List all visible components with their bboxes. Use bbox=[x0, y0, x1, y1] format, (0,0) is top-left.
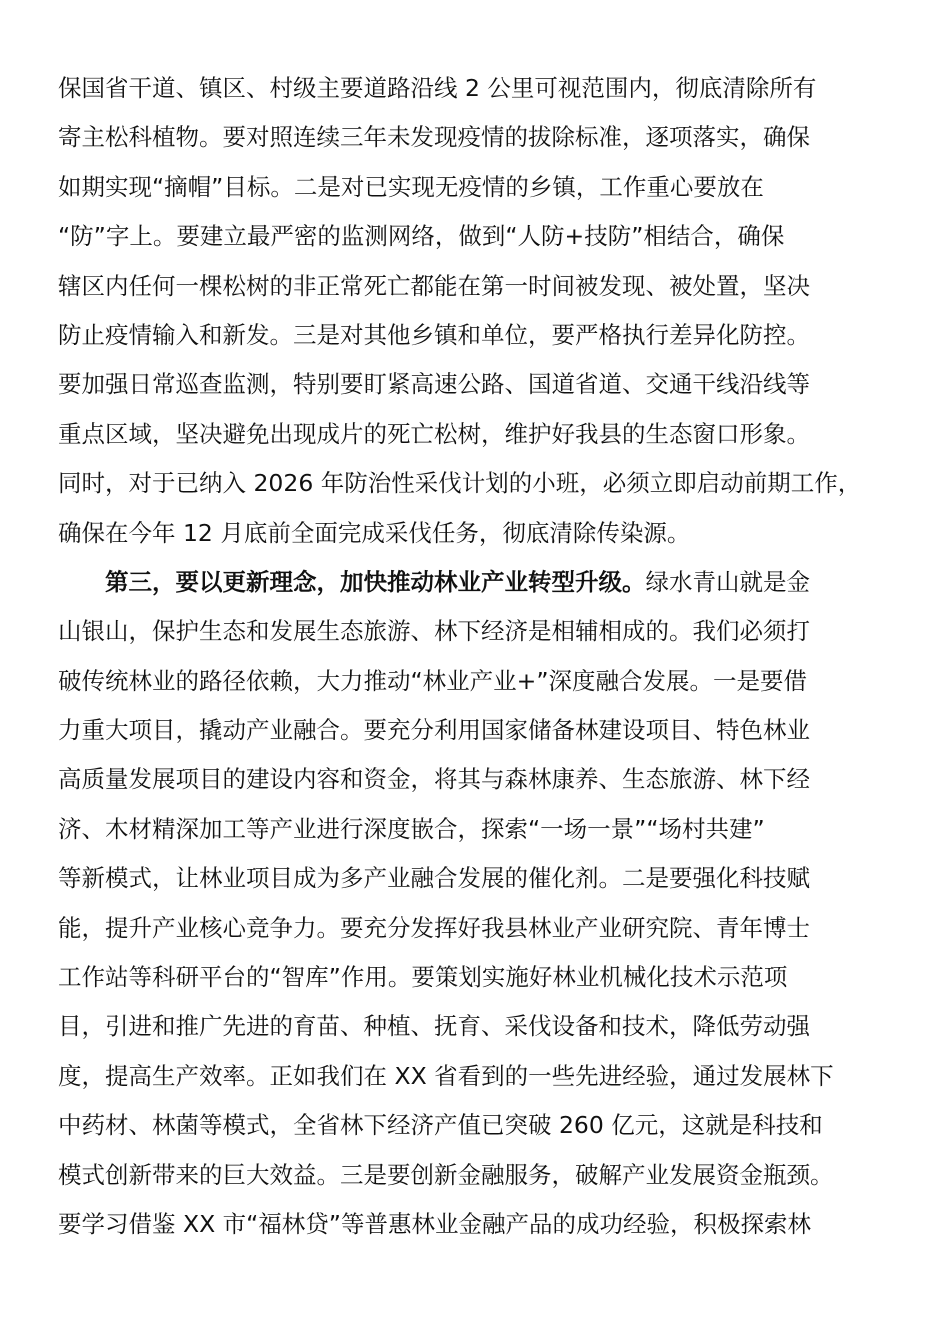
paragraph-1 bbox=[58, 64, 898, 558]
text-line: 保国省干道、镇区、村级主要道路沿线 2 公里可视范围内，彻底清除所有 bbox=[58, 74, 817, 102]
text-line: 同时，对于已纳入 2026 年防治性采伐计划的小班，必须立即启动前期工作， bbox=[58, 469, 862, 498]
text-line: 确保在今年 12 月底前全面完成采伐任务，彻底清除传染源。 bbox=[58, 518, 691, 547]
heading-continuation: 绿水青山就是金 bbox=[645, 567, 810, 596]
text-line: 模式创新带来的巨大效益。三是要创新金融服务，破解产业发展资金瓶颈。 bbox=[58, 1160, 834, 1189]
text-line: 重点区域，坚决避免出现成片的死亡松树，维护好我县的生态窗口形象。 bbox=[58, 419, 810, 448]
text-line: 破传统林业的路径依赖，大力推动“林业产业+”深度融合发展。一是要借 bbox=[58, 666, 808, 695]
text-line: 能，提升产业核心竞争力。要充分发挥好我县林业产业研究院、青年博士 bbox=[58, 913, 810, 942]
text-line: 要学习借鉴 XX 市“福林贷”等普惠林业金融产品的成功经验，积极探索林 bbox=[58, 1209, 811, 1238]
text-line: 济、木材精深加工等产业进行深度嵌合，探索“一场一景”“场村共建” bbox=[58, 814, 765, 843]
paragraph-2-first-line bbox=[58, 558, 898, 607]
text-line: 度，提高生产效率。正如我们在 XX 省看到的一些先进经验，通过发展林下 bbox=[58, 1061, 834, 1090]
text-line: 防止疫情输入和新发。三是对其他乡镇和单位，要严格执行差异化防控。 bbox=[58, 320, 810, 349]
text-line: 如期实现“摘帽”目标。二是对已实现无疫情的乡镇，工作重心要放在 bbox=[58, 172, 764, 201]
text-line: 山银山，保护生态和发展生态旅游、林下经济是相辅相成的。我们必须打 bbox=[58, 617, 810, 646]
text-line: 工作站等科研平台的“智库”作用。要策划实施好林业机械化技术示范项 bbox=[58, 963, 788, 992]
text-line: 高质量发展项目的建设内容和资金，将其与森林康养、生态旅游、林下经 bbox=[58, 765, 810, 794]
text-line: 辖区内任何一棵松树的非正常死亡都能在第一时间被发现、被处置，坚决 bbox=[58, 271, 810, 300]
paragraph-2 bbox=[58, 558, 898, 1249]
text-line: 中药材、林菌等模式，全省林下经济产值已突破 260 亿元，这就是科技和 bbox=[58, 1111, 823, 1140]
text-line: 要加强日常巡查监测，特别要盯紧高速公路、国道省道、交通干线沿线等 bbox=[58, 370, 810, 399]
text-line: 力重大项目，撬动产业融合。要充分利用国家储备林建设项目、特色林业 bbox=[58, 716, 810, 745]
text-line: 等新模式，让林业项目成为多产业融合发展的催化剂。二是要强化科技赋 bbox=[58, 864, 810, 893]
text-line: “防”字上。要建立最严密的监测网络，做到“人防+技防”相结合，确保 bbox=[58, 222, 785, 251]
section-heading: 第三，要以更新理念，加快推动林业产业转型升级。 bbox=[105, 567, 646, 596]
text-line: 寄主松科植物。要对照连续三年未发现疫情的拔除标准，逐项落实，确保 bbox=[58, 123, 810, 152]
text-line: 目，引进和推广先进的育苗、种植、抚育、采伐设备和技术，降低劳动强 bbox=[58, 1012, 810, 1041]
body-text bbox=[58, 64, 898, 1249]
